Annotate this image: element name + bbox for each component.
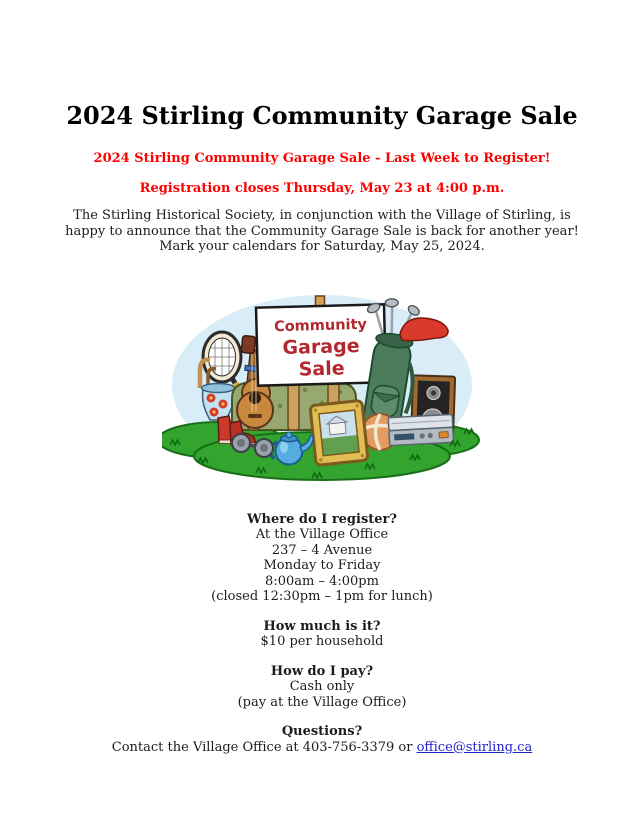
intro-line-3: Mark your calendars for Saturday, May 25, 2024. xyxy=(159,239,485,254)
cost-line-1: $10 per household xyxy=(260,634,384,649)
section-register-heading: Where do I register? xyxy=(246,511,398,527)
sign-text-line2: Garage xyxy=(282,334,360,359)
garage-sale-clipart xyxy=(162,290,482,486)
sign-text-line1: Community xyxy=(273,316,368,335)
sign-text-line3: Sale xyxy=(298,356,345,381)
alert-last-week: 2024 Stirling Community Garage Sale - Last Week to Register! xyxy=(93,151,551,166)
payment-line-1: Cash only xyxy=(289,679,355,694)
section-payment-heading: How do I pay? xyxy=(270,663,374,679)
register-line-5: (closed 12:30pm – 1pm for lunch) xyxy=(211,589,433,604)
register-line-2: 237 – 4 Avenue xyxy=(271,542,373,558)
contact-line xyxy=(0,740,644,756)
intro-line-2: happy to announce that the Community Garage Sale is back for another year! xyxy=(65,223,579,239)
section-cost-heading: How much is it? xyxy=(263,618,381,634)
alert-deadline: Registration closes Thursday, May 23 at 4:00 p.m. xyxy=(139,181,505,196)
register-line-4: 8:00am – 4:00pm xyxy=(265,573,379,589)
page-title: 2024 Stirling Community Garage Sale xyxy=(66,101,578,130)
intro-paragraph xyxy=(0,208,644,255)
red-headcover xyxy=(400,318,448,341)
contact-text: Contact the Village Office at 403-756-3379 or xyxy=(111,739,417,755)
section-questions-heading: Questions? xyxy=(281,724,363,739)
sign-board xyxy=(256,304,386,385)
picture-frame xyxy=(310,400,368,465)
intro-line-1: The Stirling Historical Society, in conjunction with the Village of Stirling, is xyxy=(73,208,571,223)
register-line-1: At the Village Office xyxy=(255,527,389,542)
stereo-player xyxy=(388,414,453,445)
email-link[interactable]: office@stirling.ca xyxy=(416,739,533,755)
section-questions xyxy=(0,724,644,755)
section-register xyxy=(0,512,644,605)
section-cost xyxy=(0,619,644,650)
register-line-3: Monday to Friday xyxy=(263,558,381,573)
section-payment xyxy=(0,664,644,711)
payment-line-2: (pay at the Village Office) xyxy=(237,694,407,710)
